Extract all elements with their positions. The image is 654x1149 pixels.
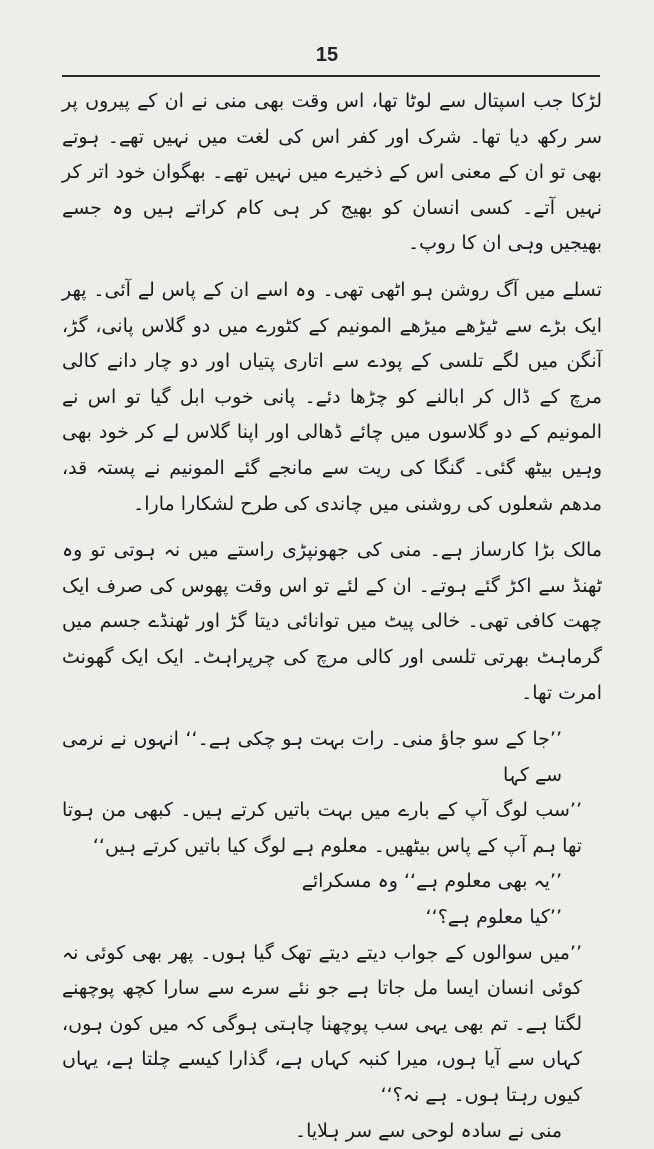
dialogue-line-4: ’’کیا معلوم ہے؟‘‘ bbox=[425, 906, 562, 929]
dialogue-line-3: ’’یہ بھی معلوم ہے‘‘ وہ مسکرائے bbox=[301, 870, 562, 893]
header-rule bbox=[62, 75, 600, 77]
paragraph-2: تسلے میں آگ روشن ہو اٹھی تھی۔ وہ اسے ان کے پاس لے آئی۔ پھر ایک بڑے سے ٹیڑھے میڑھے المونیم کے کٹورے میں دو گلاس پانی، گڑ، آنگن میں لگے تلسی کے پودے سے اتاری پتیاں اور دو چار دانے کالی مرچ کے ڈال کر ابالنے کو چڑھا دئے۔ پانی خوب ابل گیا تو اس نے المونیم کے دو گلاسوں میں چائے ڈھالی اور اپنا گلاس لے کر خود بھی وہیں بیٹھ گئی۔ گنگا کی ریت سے مانجے گئے المونیم نے پستہ قد، مدھم شعلوں کی روشنی میں چاندی کی طرح لشکارا مارا۔ bbox=[62, 278, 602, 515]
dialogue-line-6: منی نے سادہ لوحی سے سر ہلایا۔ bbox=[294, 1119, 562, 1142]
dialogue-line-5: ’’میں سوالوں کے جواب دیتے دیتے تھک گیا ہوں۔ پھر بھی کوئی نہ کوئی انسان ایسا مل جاتا ہے جو نئے سرے سے سارا کچھ پوچھنے لگتا ہے۔ تم بھی یہی سب پوچھنا چاہتی ہوگی کہ میں کون ہوں، کہاں سے آیا ہوں، میرا کنبہ کہاں ہے، گذارا کیسے چلتا ہے، یہاں کیوں رہتا ہوں۔ ہے نہ؟‘‘ bbox=[62, 941, 582, 1107]
dialogue-line-1: ’’جا کے سو جاؤ منی۔ رات بہت ہو چکی ہے۔‘‘ انہوں نے نرمی سے کہا bbox=[62, 728, 562, 786]
paragraph-1: لڑکا جب اسپتال سے لوٹا تھا، اس وقت بھی منی نے ان کے پیروں پر سر رکھ دیا تھا۔ شرک اور کفر اس کی لغت میں نہیں تھے۔ ہوتے بھی تو ان کے معنی اس کے ذخیرے میں نہیں تھے۔ بھگوان خود اتر کر نہیں آتے۔ کسی انسان کو بھیج کر ہی کام کراتے ہیں وہ جسے بھیجیں وہی ان کا روپ۔ bbox=[62, 90, 602, 255]
paragraph-3: مالک بڑا کارساز ہے۔ منی کی جھونپڑی راستے میں نہ ہوتی تو وہ ٹھنڈ سے اکڑ گئے ہوتے۔ ان کے لئے تو اس وقت پھوس کی صرف ایک چھت کافی تھی۔ خالی پیٹ میں توانائی دیتا گڑ اور ٹھنڈے جسم میں گرماہٹ بھرتی تلسی اور کالی مرچ کی چرپراہٹ۔ ایک ایک گھونٹ امرت تھا۔ bbox=[62, 539, 602, 704]
body-text bbox=[62, 84, 602, 1149]
dialogue-line-2: ’’سب لوگ آپ کے بارے میں بہت باتیں کرتے ہیں۔ کبھی من ہوتا تھا ہم آپ کے پاس بیٹھیں۔ معلوم ہے لوگ کیا باتیں کرتے ہیں‘‘ bbox=[62, 799, 582, 857]
page-number: 15 bbox=[315, 44, 339, 66]
